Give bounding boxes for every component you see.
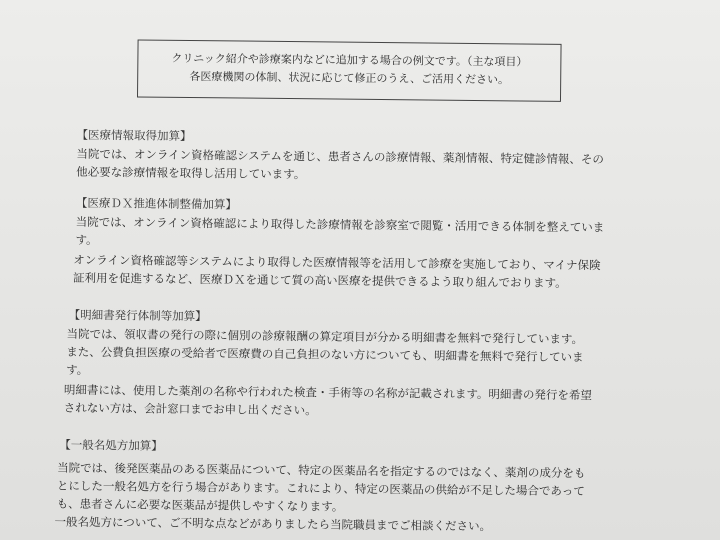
text-line: とにした一般名処方を行う場合があります。これにより、特定の医薬品の供給が不足した場合であって <box>56 478 585 499</box>
paragraph-medical-dx-1 <box>75 213 604 255</box>
paragraph-generic-prescription-1 <box>57 459 586 519</box>
notice-line-2: 各医療機関の体制、状況に応じて修正のうえ、ご活用ください。 <box>189 69 510 87</box>
text-line: 当院では、領収書の発行の際に個別の診療報酬の算定項目が分かる明細書を無料で発行しています。 <box>66 326 584 347</box>
text-line: 当院では、オンライン資格確認システムを通じ、患者さんの診療情報、薬剤情報、特定健診情報、その <box>76 146 604 167</box>
heading-medical-dx: 【医療ＤＸ推進体制整備加算】 <box>75 195 237 212</box>
notice-box <box>137 39 562 101</box>
paragraph-statement-issuance-2 <box>64 381 592 423</box>
notice-line-1: クリニック紹介や診療案内などに追加する場合の例文です。（主な項目） <box>171 51 528 69</box>
text-line: 証利用を促進するなど、医療ＤＸを通じて質の高い医療を提供できるよう取り組んでおります。 <box>73 270 567 290</box>
text-line: 明細書には、使用した薬剤の名称や行われた検査・手術等の名称が記載されます。明細書の発行を希望 <box>63 382 593 403</box>
text-line: も、患者さんに必要な医薬品が提供しやすくなります。 <box>56 496 344 514</box>
paragraph-generic-prescription-2 <box>54 513 491 536</box>
text-line: 当院では、後発医薬品のある医薬品について、特定の医薬品名を指定するのではなく、薬剤の成分をも <box>57 460 586 481</box>
paragraph-medical-info-acquisition <box>76 145 604 187</box>
paragraph-statement-issuance-1 <box>66 325 584 384</box>
heading-generic-prescription: 【一般名処方加算】 <box>59 437 163 453</box>
heading-medical-info-acquisition: 【医療情報取得加算】 <box>76 127 192 144</box>
text-line: 他必要な診療情報を取得し活用しています。 <box>76 164 306 182</box>
paragraph-medical-dx-2 <box>73 251 601 293</box>
text-line: す。 <box>66 362 89 377</box>
text-line: す。 <box>75 232 98 248</box>
text-line: また、公費負担医療の受給者で医療費の自己負担のない方についても、明細書を無料で発行していま <box>66 344 584 365</box>
heading-statement-issuance: 【明細書発行体制等加算】 <box>68 307 207 324</box>
text-line: 一般名処方について、ご不明な点などがありましたら当院職員までご相談ください。 <box>54 514 492 534</box>
text-line: されない方は、会計窓口までお申し出ください。 <box>63 400 317 418</box>
text-line: オンライン資格確認等システムにより取得した医療情報等を活用して診療を実施しており、マイナ保険 <box>73 252 601 273</box>
text-line: 当院では、オンライン資格確認により取得した診療情報を診察室で閲覧・活用できる体制を整えていま <box>75 214 605 235</box>
